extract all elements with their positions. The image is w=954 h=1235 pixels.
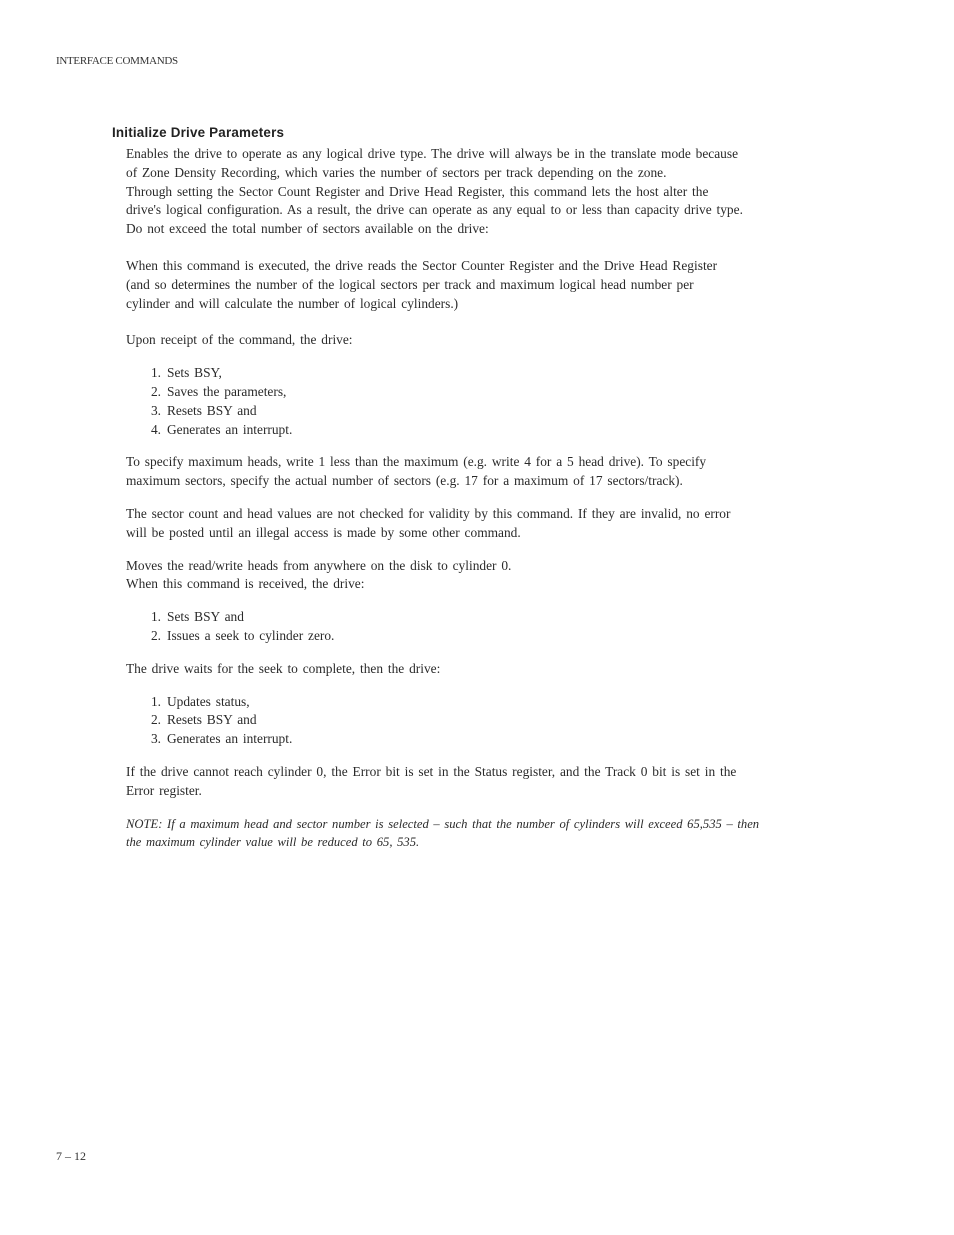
text-line: of Zone Density Recording, which varies the number of sectors per track depending on the zone.	[126, 164, 667, 180]
completion-steps-list	[126, 693, 798, 749]
note	[126, 815, 798, 853]
text-line: Do not exceed the total number of sectors available on the drive:	[126, 221, 489, 237]
list-item: 2. Issues a seek to cylinder zero.	[150, 627, 335, 643]
paragraph-seek-wait: The drive waits for the seek to complete, then the drive:	[126, 660, 441, 676]
text-line: (and so determines the number of the logical sectors per track and maximum logical head number per	[126, 276, 694, 292]
text-line: the maximum cylinder value will be reduced to 65, 535.	[126, 835, 420, 850]
text-line: The sector count and head values are not checked for validity by this command. If they are invalid, no error	[126, 505, 731, 521]
list-item: 1. Sets BSY and	[150, 609, 244, 625]
paragraph-receipt: Upon receipt of the command, the drive:	[126, 332, 353, 348]
running-head: INTERFACE COMMANDS	[56, 55, 178, 67]
receipt-steps-list	[126, 364, 798, 439]
text-line: Enables the drive to operate as any logical drive type. The drive will always be in the translate mode because	[126, 146, 739, 161]
section-body	[126, 124, 798, 852]
list-item: 4. Generates an interrupt.	[150, 421, 293, 437]
recalibrate-steps-list	[126, 608, 798, 646]
paragraph-error	[126, 763, 798, 801]
list-item: 2. Saves the parameters,	[150, 383, 287, 399]
paragraph-recalibrate	[126, 557, 798, 595]
text-line: will be posted until an illegal access is made by some other command.	[126, 524, 521, 540]
paragraph-execution	[126, 257, 798, 313]
text-line: To specify maximum heads, write 1 less than the maximum (e.g. write 4 for a 5 head drive). To specify	[126, 454, 707, 470]
text-line: drive's logical configuration. As a result, the drive can operate as any equal to or less than capacity drive type.	[126, 202, 743, 218]
list-item: 3. Resets BSY and	[150, 402, 257, 418]
list-item: 1. Updates status,	[150, 693, 250, 709]
paragraph-validity	[126, 505, 798, 543]
section-title: Initialize Drive Parameters	[112, 125, 285, 140]
text-line: Through setting the Sector Count Register and Drive Head Register, this command lets the host alter the	[126, 183, 709, 199]
list-item: 2. Resets BSY and	[150, 712, 257, 728]
page-number: 7 – 12	[56, 1149, 86, 1163]
text-line: cylinder and will calculate the number of logical cylinders.)	[126, 295, 459, 311]
text-line: maximum sectors, specify the actual number of sectors (e.g. 17 for a maximum of 17 sectors/track).	[126, 473, 683, 489]
text-line: When this command is received, the drive:	[126, 576, 365, 592]
list-item: 1. Sets BSY,	[150, 365, 222, 381]
paragraph-specify	[126, 453, 798, 491]
paragraph-intro	[126, 145, 798, 239]
text-line: Error register.	[126, 782, 202, 798]
text-line: When this command is executed, the drive reads the Sector Counter Register and the Drive Head Register	[126, 257, 718, 273]
text-line: NOTE: If a maximum head and sector number is selected – such that the number of cylinders will exceed 65,535 – then	[126, 816, 760, 831]
page-content	[112, 124, 798, 852]
text-line: If the drive cannot reach cylinder 0, the Error bit is set in the Status register, and the Track 0 bit is set in the	[126, 763, 737, 779]
text-line: Moves the read/write heads from anywhere on the disk to cylinder 0.	[126, 557, 512, 573]
list-item: 3. Generates an interrupt.	[150, 731, 293, 747]
